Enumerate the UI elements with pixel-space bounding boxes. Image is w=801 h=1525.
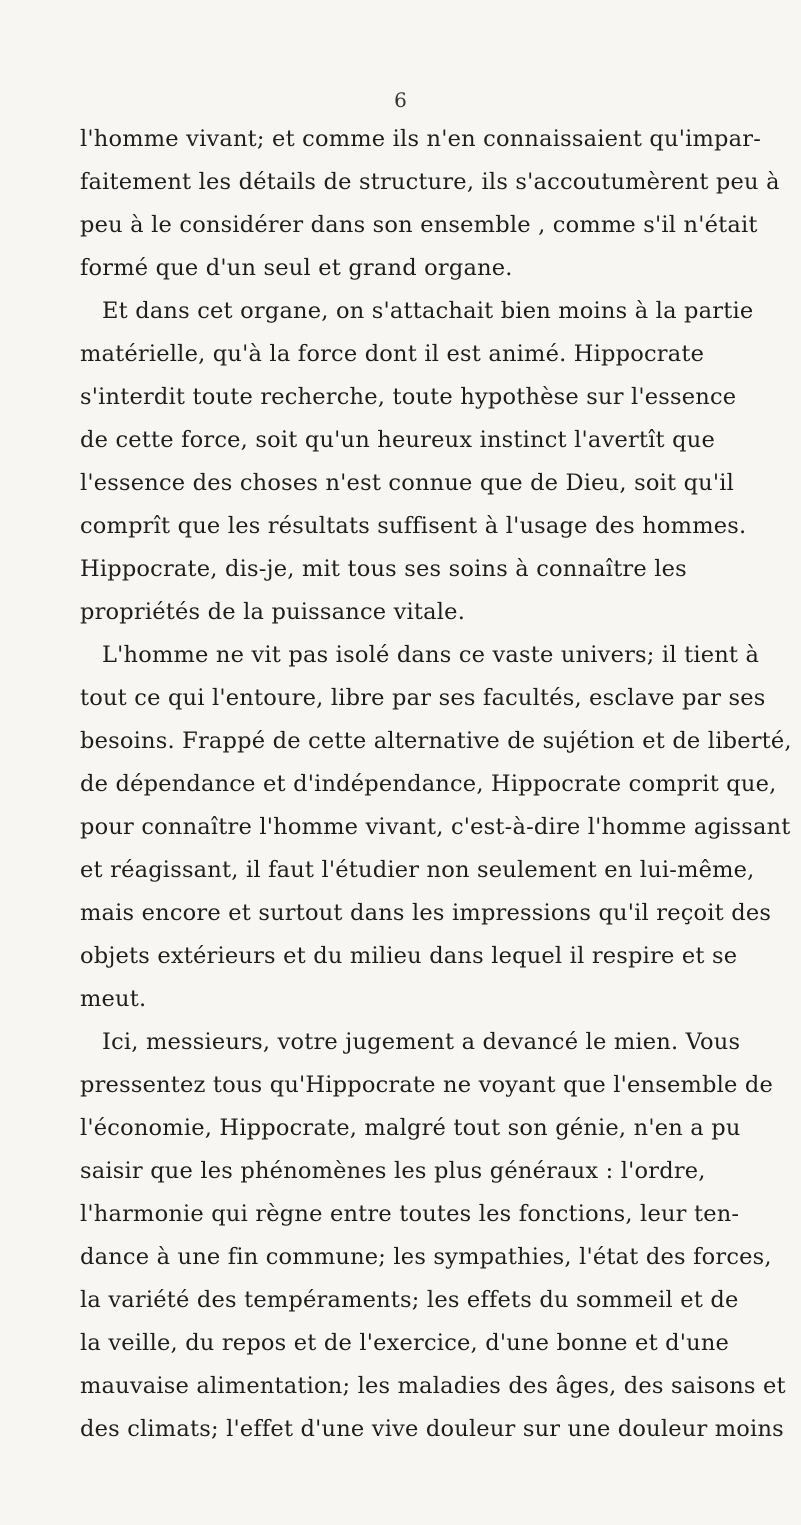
body-text — [80, 118, 801, 1451]
text-line: mauvaise alimentation; les maladies des âges, des saisons et — [80, 1373, 786, 1399]
text-line: s'interdit toute recherche, toute hypothèse sur l'essence — [80, 384, 737, 410]
text-line: besoins. Frappé de cette alternative de sujétion et de liberté, — [80, 728, 792, 754]
text-line: de cette force, soit qu'un heureux instinct l'avertît que — [80, 427, 715, 453]
text-line: et réagissant, il faut l'étudier non seulement en lui-même, — [80, 857, 755, 883]
text-line: dance à une fin commune; les sympathies, l'état des forces, — [80, 1244, 772, 1270]
text-line: matérielle, qu'à la force dont il est animé. Hippocrate — [80, 341, 705, 367]
text-line: de dépendance et d'indépendance, Hippocrate comprit que, — [80, 771, 777, 797]
text-line: l'homme vivant; et comme ils n'en connaissaient qu'impar- — [80, 126, 762, 152]
text-line: l'essence des choses n'est connue que de Dieu, soit qu'il — [80, 470, 735, 496]
text-line: l'harmonie qui règne entre toutes les fonctions, leur ten- — [80, 1201, 740, 1227]
text-line: comprît que les résultats suffisent à l'usage des hommes. — [80, 513, 747, 539]
text-line: propriétés de la puissance vitale. — [80, 599, 466, 625]
text-line: pour connaître l'homme vivant, c'est-à-dire l'homme agissant — [80, 814, 791, 840]
page-number: 6 — [394, 88, 407, 112]
paragraph-start-line: L'homme ne vit pas isolé dans ce vaste univers; il tient à — [102, 642, 760, 668]
text-line: tout ce qui l'entoure, libre par ses facultés, esclave par ses — [80, 685, 766, 711]
text-line: mais encore et surtout dans les impressions qu'il reçoit des — [80, 900, 772, 926]
text-line: meut. — [80, 986, 147, 1012]
text-line: Hippocrate, dis-je, mit tous ses soins à connaître les — [80, 556, 687, 582]
text-line: peu à le considérer dans son ensemble , comme s'il n'était — [80, 212, 758, 238]
text-line: des climats; l'effet d'une vive douleur sur une douleur moins — [80, 1416, 784, 1442]
text-line: objets extérieurs et du milieu dans lequel il respire et se — [80, 943, 738, 969]
text-line: la veille, du repos et de l'exercice, d'une bonne et d'une — [80, 1330, 730, 1356]
text-line: la variété des tempéraments; les effets du sommeil et de — [80, 1287, 739, 1313]
text-line: formé que d'un seul et grand organe. — [80, 255, 513, 281]
text-line: saisir que les phénomènes les plus généraux : l'ordre, — [80, 1158, 706, 1184]
paragraph-start-line: Et dans cet organe, on s'attachait bien moins à la partie — [102, 298, 754, 324]
paragraph-start-line: Ici, messieurs, votre jugement a devancé le mien. Vous — [102, 1029, 741, 1055]
text-line: pressentez tous qu'Hippocrate ne voyant que l'ensemble de — [80, 1072, 774, 1098]
text-line: l'économie, Hippocrate, malgré tout son génie, n'en a pu — [80, 1115, 741, 1141]
text-line: faitement les détails de structure, ils s'accoutumèrent peu à — [80, 169, 780, 195]
